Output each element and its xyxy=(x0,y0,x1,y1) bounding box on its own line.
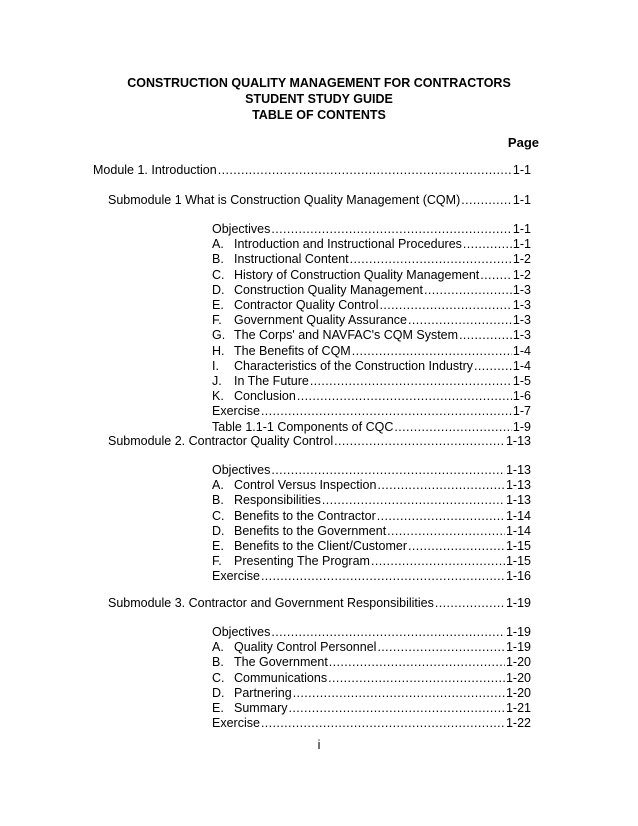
toc-entry-text: Exercise xyxy=(212,569,260,584)
toc-entry-row xyxy=(212,312,531,328)
toc-entry-label xyxy=(212,538,407,554)
toc-page-number: 1-3 xyxy=(512,313,531,328)
toc-entry-row xyxy=(212,267,531,283)
toc-entry-row xyxy=(212,282,531,298)
toc-entry-label xyxy=(212,462,270,478)
toc-entry-text: Objectives xyxy=(212,222,271,236)
toc-page-number: 1-19 xyxy=(505,596,531,610)
toc-entry-row xyxy=(212,477,531,493)
toc-entry-text: Communications xyxy=(234,670,328,685)
toc-entry-text: Control Versus Inspection xyxy=(234,478,377,493)
dot-leader xyxy=(310,373,512,389)
toc-entry-text: Characteristics of the Construction Industry xyxy=(234,358,473,373)
toc-page-number: 1-1 xyxy=(512,193,531,207)
toc-entry-label xyxy=(212,685,292,701)
toc-page-number: 1-4 xyxy=(512,343,531,358)
dot-leader xyxy=(463,236,512,252)
dot-leader xyxy=(261,568,505,584)
toc-entry-letter: E. xyxy=(212,539,224,553)
toc-page-number: 1-19 xyxy=(505,625,531,639)
toc-entry-text: Table 1.1-1 Components of CQC xyxy=(212,419,394,434)
toc-entry-letter: G. xyxy=(212,328,226,343)
toc-entry-row xyxy=(212,670,531,686)
toc-page-number: 1-6 xyxy=(512,389,531,404)
dot-leader xyxy=(480,267,512,283)
toc-page-number: 1-16 xyxy=(505,569,531,584)
dot-leader xyxy=(371,553,505,569)
dot-leader xyxy=(293,685,505,701)
toc-entry-text: History of Construction Quality Management xyxy=(234,267,480,282)
toc-entry-label xyxy=(108,595,434,611)
toc-entry-row xyxy=(212,538,531,554)
toc-entry-text: The Corps' and NAVFAC's CQM System xyxy=(234,328,459,343)
toc-entry-label xyxy=(212,568,260,584)
toc-entry-letter: A. xyxy=(212,478,224,493)
toc-entry-label xyxy=(212,236,462,252)
toc-page-number: 1-4 xyxy=(512,358,531,373)
dot-leader xyxy=(387,523,505,539)
toc-entry-text: Benefits to the Contractor xyxy=(234,508,376,523)
dot-leader xyxy=(271,624,505,640)
toc-entry-letter: D. xyxy=(212,685,225,700)
toc-entry-text: Summary xyxy=(234,701,288,715)
toc-page-number: 1-15 xyxy=(505,539,531,553)
toc-submodule-row xyxy=(108,595,531,611)
dot-leader xyxy=(328,670,505,686)
dot-leader xyxy=(459,327,512,343)
toc-page-number: 1-7 xyxy=(512,404,531,419)
toc-entry-text: Module 1. Introduction xyxy=(93,163,217,177)
toc-entry-row xyxy=(212,624,531,640)
toc-entry-text: Presenting The Program xyxy=(234,554,370,569)
toc-entry-label xyxy=(212,327,458,343)
toc-entry-text: Benefits to the Government xyxy=(234,523,387,538)
toc-entry-label xyxy=(212,403,260,419)
toc-page-number: 1-15 xyxy=(505,554,531,569)
toc-page-number: 1-13 xyxy=(505,434,531,448)
dot-leader xyxy=(435,595,505,611)
toc-entry-row xyxy=(212,715,531,731)
toc-entry-label xyxy=(212,267,479,283)
toc-entry-label xyxy=(212,221,270,237)
toc-page-number: 1-14 xyxy=(505,523,531,538)
toc-entry-label xyxy=(212,508,376,524)
toc-entry-label xyxy=(212,343,351,359)
toc-entry-row xyxy=(212,492,531,508)
toc-page-number: 1-3 xyxy=(512,328,531,343)
toc-entry-row xyxy=(212,343,531,359)
toc-page-number: 1-1 xyxy=(512,222,531,236)
toc-page-number: 1-19 xyxy=(505,640,531,655)
toc-entry-text: Exercise xyxy=(212,716,260,731)
toc-entry-label xyxy=(212,523,386,539)
toc-entry-text: The Government xyxy=(234,655,328,670)
toc-submodule-row xyxy=(108,192,531,208)
toc-page-number: 1-13 xyxy=(505,493,531,508)
toc-entry-row xyxy=(212,462,531,478)
dot-leader xyxy=(288,700,504,716)
toc-entry-letter: D. xyxy=(212,523,225,538)
dot-leader xyxy=(322,492,505,508)
toc-entry-letter: I. xyxy=(212,358,219,373)
toc-page-number: 1-3 xyxy=(512,298,531,312)
dot-leader xyxy=(377,639,505,655)
toc-page-number: 1-2 xyxy=(512,252,531,267)
toc-entry-row xyxy=(212,297,531,313)
document-title xyxy=(0,75,638,123)
toc-entry-label xyxy=(212,297,379,313)
toc-entry-letter: E. xyxy=(212,298,224,312)
dot-leader xyxy=(271,221,512,237)
toc-entry-text: Submodule 2. Contractor Quality Control xyxy=(108,434,334,448)
toc-entry-label xyxy=(212,282,423,298)
toc-entry-letter: H. xyxy=(212,343,225,358)
toc-entry-text: Submodule 3. Contractor and Government Responsibilities xyxy=(108,596,434,610)
toc-entry-letter: J. xyxy=(212,374,222,388)
dot-leader xyxy=(334,433,505,449)
toc-entry-text: Contractor Quality Control xyxy=(234,298,379,312)
toc-entry-row xyxy=(212,251,531,267)
toc-entry-text: Construction Quality Management xyxy=(234,282,423,297)
toc-entry-row xyxy=(212,236,531,252)
dot-leader xyxy=(408,538,505,554)
toc-entry-letter: C. xyxy=(212,267,225,282)
toc-entry-row xyxy=(212,388,531,404)
toc-page-number: 1-3 xyxy=(512,282,531,297)
toc-entry-row xyxy=(212,327,531,343)
toc-entry-label xyxy=(93,162,217,178)
toc-entry-label xyxy=(212,624,270,640)
toc-entry-row xyxy=(212,373,531,389)
toc-page-number: 1-13 xyxy=(505,463,531,477)
toc-entry-label xyxy=(212,251,349,267)
toc-entry-text: Objectives xyxy=(212,625,271,639)
toc-entry-label xyxy=(212,700,287,716)
toc-entry-letter: K. xyxy=(212,389,224,404)
toc-page-number: 1-2 xyxy=(512,267,531,282)
dot-leader xyxy=(297,388,512,404)
toc-entry-row xyxy=(212,568,531,584)
toc-entry-text: In The Future xyxy=(234,374,309,388)
toc-entry-text: Quality Control Personnel xyxy=(234,640,377,655)
toc-entry-text: Objectives xyxy=(212,463,271,477)
toc-entry-label xyxy=(212,639,376,655)
toc-entry-label xyxy=(212,715,260,731)
dot-leader xyxy=(377,508,505,524)
toc-entry-text: Submodule 1 What is Construction Quality Management (CQM) xyxy=(108,193,461,207)
toc-entry-row xyxy=(212,654,531,670)
title-line: TABLE OF CONTENTS xyxy=(252,108,386,122)
toc-entry-text: Conclusion xyxy=(234,389,296,404)
toc-entry-label xyxy=(108,192,460,208)
toc-entry-letter: F. xyxy=(212,554,222,569)
toc-page-number: 1-14 xyxy=(505,508,531,523)
dot-leader xyxy=(271,462,505,478)
toc-entry-row xyxy=(212,221,531,237)
toc-entry-text: Introduction and Instructional Procedures xyxy=(234,237,462,252)
toc-entry-text: Exercise xyxy=(212,404,260,419)
toc-submodule-row xyxy=(108,433,531,449)
toc-page-number: 1-9 xyxy=(512,419,531,434)
toc-entry-text: The Benefits of CQM xyxy=(234,343,351,358)
dot-leader xyxy=(461,192,512,208)
toc-entry-label xyxy=(212,553,370,569)
toc-entry-row xyxy=(212,700,531,716)
toc-entry-label xyxy=(212,654,328,670)
toc-entry-letter: A. xyxy=(212,640,224,655)
toc-entry-text: Responsibilities xyxy=(234,493,321,508)
toc-entry-text: Instructional Content xyxy=(234,252,349,267)
toc-page-number: 1-1 xyxy=(512,237,531,252)
toc-page-number: 1-20 xyxy=(505,655,531,670)
dot-leader xyxy=(474,358,512,374)
toc-entry-letter: E. xyxy=(212,701,224,715)
toc-entry-row xyxy=(212,523,531,539)
toc-page-number: 1-5 xyxy=(512,374,531,388)
page-number: i xyxy=(317,738,321,752)
toc-entry-letter: B. xyxy=(212,493,224,508)
dot-leader xyxy=(350,251,512,267)
dot-leader xyxy=(261,403,512,419)
toc-entry-row xyxy=(212,553,531,569)
toc-page-number: 1-13 xyxy=(505,478,531,493)
dot-leader xyxy=(261,715,505,731)
toc-entry-row xyxy=(212,403,531,419)
toc-module-row xyxy=(93,162,531,178)
toc-entry-text: Government Quality Assurance xyxy=(234,313,407,328)
toc-entry-row xyxy=(212,508,531,524)
toc-entry-row xyxy=(212,358,531,374)
dot-leader xyxy=(352,343,512,359)
toc-entry-label xyxy=(212,492,321,508)
toc-entry-label xyxy=(212,358,473,374)
dot-leader xyxy=(380,297,512,313)
toc-entry-letter: F. xyxy=(212,313,222,328)
dot-leader xyxy=(218,162,512,178)
page-column-heading: Page xyxy=(507,135,539,150)
dot-leader xyxy=(424,282,512,298)
toc-entry-text: Benefits to the Client/Customer xyxy=(234,539,407,553)
toc-entry-label xyxy=(212,312,407,328)
toc-page-number: 1-20 xyxy=(505,685,531,700)
toc-page-number: 1-20 xyxy=(505,670,531,685)
toc-entry-row xyxy=(212,639,531,655)
toc-entry-text: Partnering xyxy=(234,685,292,700)
title-line: STUDENT STUDY GUIDE xyxy=(245,92,393,106)
toc-entry-label xyxy=(212,373,309,389)
toc-entry-label xyxy=(212,388,296,404)
title-line: CONSTRUCTION QUALITY MANAGEMENT FOR CONTRACTORS xyxy=(127,76,511,90)
toc-entry-row xyxy=(212,685,531,701)
toc-entry-letter: C. xyxy=(212,670,225,685)
toc-page-number: 1-22 xyxy=(505,716,531,731)
toc-entry-label xyxy=(212,670,327,686)
toc-entry-letter: D. xyxy=(212,282,225,297)
toc-entry-letter: B. xyxy=(212,655,224,670)
toc-entry-letter: A. xyxy=(212,237,224,252)
dot-leader xyxy=(377,477,505,493)
toc-entry-letter: C. xyxy=(212,508,225,523)
toc-page-number: 1-21 xyxy=(505,701,531,715)
toc-entry-letter: B. xyxy=(212,252,224,267)
toc-entry-label xyxy=(108,433,333,449)
dot-leader xyxy=(329,654,505,670)
toc-page-number: 1-1 xyxy=(512,163,531,177)
dot-leader xyxy=(408,312,512,328)
toc-entry-label xyxy=(212,477,376,493)
